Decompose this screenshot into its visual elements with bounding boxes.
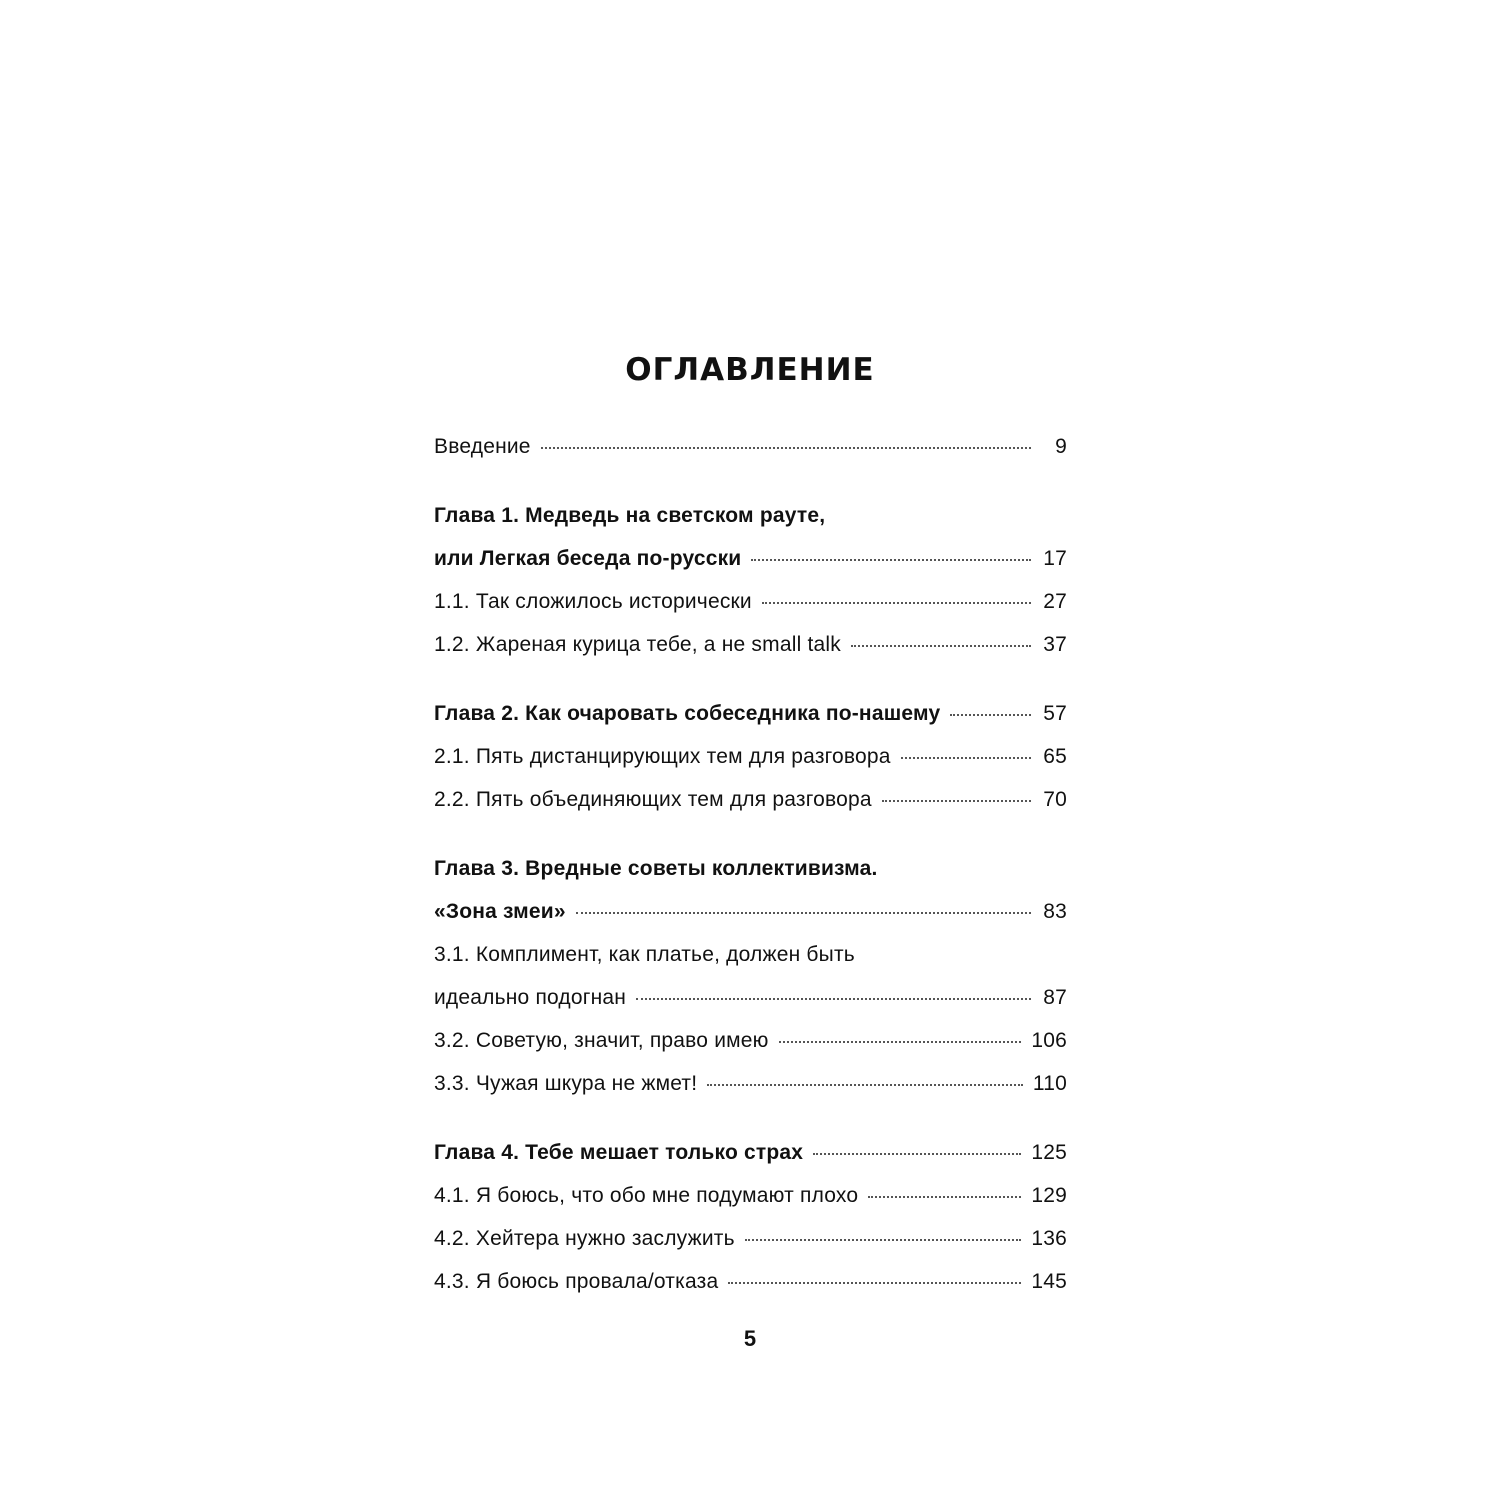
page-number: 5	[743, 1326, 757, 1351]
toc-entry-title: 3.2. Советую, значит, право имею	[434, 1029, 769, 1052]
toc-page-number: 9	[1055, 435, 1067, 458]
dot-leader	[576, 911, 1031, 914]
toc-page-number: 70	[1043, 788, 1067, 811]
toc-entry-title: 2.2. Пять объединяющих тем для разговора	[434, 788, 872, 811]
toc-entry-title: 1.2. Жареная курица тебе, а не small talk	[434, 633, 841, 656]
dot-leader	[779, 1040, 1022, 1043]
toc-section-entry[interactable]	[434, 1174, 1067, 1217]
dot-leader	[541, 446, 1031, 449]
toc-section-entry[interactable]	[434, 735, 1067, 778]
toc-section-entry[interactable]	[434, 623, 1067, 666]
toc-page-number: 65	[1043, 745, 1067, 768]
toc-page-number: 57	[1043, 702, 1067, 725]
page-title: ОГЛАВЛЕНИЕ	[625, 352, 875, 388]
toc-page-number: 136	[1031, 1227, 1067, 1250]
toc-entry-title: Глава 3. Вредные советы коллективизма.	[434, 857, 878, 880]
toc-section-entry[interactable]	[434, 580, 1067, 623]
toc-entry-title: идеально подогнан	[434, 986, 627, 1009]
toc-page-number: 27	[1043, 590, 1067, 613]
toc-page-number: 106	[1031, 1029, 1067, 1052]
toc-entry-title: 4.2. Хейтера нужно заслужить	[434, 1227, 735, 1250]
toc-chapter-entry[interactable]	[434, 692, 1067, 735]
toc-page-number: 125	[1031, 1141, 1067, 1164]
dot-leader	[751, 558, 1031, 561]
toc-entry-title: 2.1. Пять дистанцирующих тем для разговора	[434, 745, 891, 768]
toc-chapter-entry[interactable]	[434, 494, 1067, 580]
toc-entry-title: «Зона змеи»	[434, 900, 566, 923]
dot-leader	[728, 1281, 1021, 1284]
toc-page-number: 87	[1043, 986, 1067, 1009]
toc-entry-title: 4.3. Я боюсь провала/отказа	[434, 1270, 719, 1293]
dot-leader	[745, 1238, 1022, 1241]
dot-leader	[636, 997, 1031, 1000]
toc-section-entry[interactable]	[434, 1062, 1067, 1105]
dot-leader	[950, 713, 1031, 716]
dot-leader	[762, 601, 1031, 604]
toc-page-number: 83	[1043, 900, 1067, 923]
toc-section-entry[interactable]	[434, 1019, 1067, 1062]
table-of-contents	[434, 425, 1067, 1303]
toc-entry-title: 4.1. Я боюсь, что обо мне подумают плохо	[434, 1184, 859, 1207]
dot-leader	[851, 644, 1031, 647]
toc-section-entry[interactable]	[434, 778, 1067, 821]
toc-entry-title: Глава 2. Как очаровать собеседника по-нашему	[434, 702, 941, 725]
toc-entry-title: 3.1. Комплимент, как платье, должен быть	[434, 943, 855, 966]
dot-leader	[707, 1083, 1023, 1086]
toc-chapter-entry[interactable]	[434, 1131, 1067, 1174]
toc-entry-title: Глава 4. Тебе мешает только страх	[434, 1141, 804, 1164]
toc-page-number: 17	[1043, 547, 1067, 570]
toc-section-entry[interactable]	[434, 425, 1067, 468]
toc-entry-title: Введение	[434, 435, 531, 458]
toc-section-entry[interactable]	[434, 1260, 1067, 1303]
toc-entry-title: 3.3. Чужая шкура не жмет!	[434, 1072, 698, 1095]
toc-section-entry[interactable]	[434, 933, 1067, 1019]
dot-leader	[882, 799, 1031, 802]
toc-page-number: 145	[1031, 1270, 1067, 1293]
toc-section-entry[interactable]	[434, 1217, 1067, 1260]
dot-leader	[868, 1195, 1021, 1198]
toc-entry-title: или Легкая беседа по-русски	[434, 547, 742, 570]
toc-entry-title: Глава 1. Медведь на светском рауте,	[434, 504, 826, 527]
toc-page-number: 129	[1031, 1184, 1067, 1207]
toc-entry-title: 1.1. Так сложилось исторически	[434, 590, 752, 613]
toc-chapter-entry[interactable]	[434, 847, 1067, 933]
dot-leader	[813, 1152, 1021, 1155]
dot-leader	[901, 756, 1031, 759]
toc-page-number: 37	[1043, 633, 1067, 656]
toc-page-number: 110	[1032, 1072, 1067, 1095]
